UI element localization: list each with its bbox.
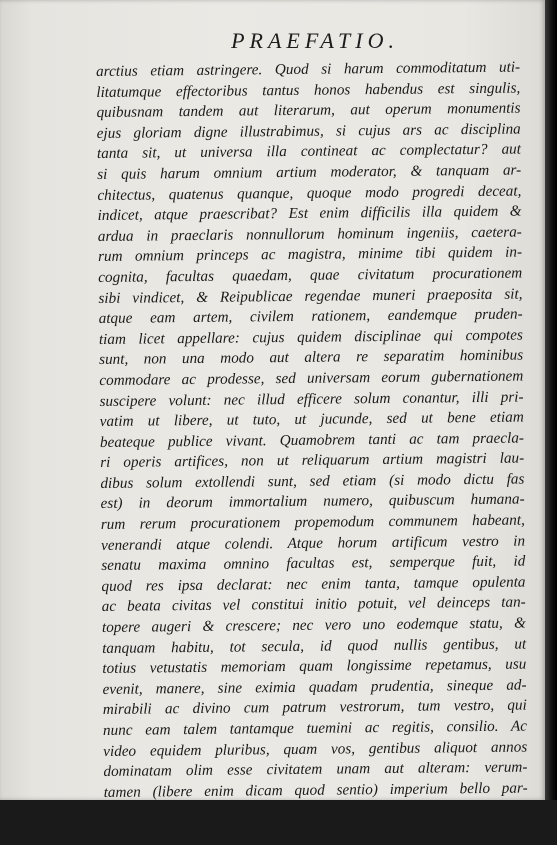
- text-line: ardua in praeclaris nonnullorum hominum ingeniis, caetera-: [97, 223, 522, 245]
- text-line: quod res ipsa declarat: nec enim tanta, tamque opulenta: [101, 573, 526, 595]
- text-line: totius vetustatis memoriam quam longissime repetamus, usu: [102, 655, 527, 678]
- text-line: ac beata civitas vel constitui initio potuit, vel deinceps tan-: [101, 593, 526, 616]
- text-line: ejus gloriam digne illustrabimus, si cujus ars ac disciplina: [96, 120, 521, 142]
- text-line: si quis harum omnium artium moderator, & tanquam ar-: [97, 161, 522, 183]
- text-line: rum omnium princeps ac magistra, minime tibi quidem in-: [97, 243, 523, 266]
- text-line: arctius etiam astringere. Quod si harum commoditatum uti-: [96, 58, 521, 80]
- text-line: tum saepe feritatem, saepe violentiam atque injustitiam, for-: [103, 799, 528, 822]
- text-line: cognita, facultas quaedam, quae civitatum procurationem: [98, 264, 523, 286]
- text-line: venerandi atque colendi. Atque horum artificum vestro in: [100, 532, 526, 554]
- text-line: ri operis artifices, non ut reliquarum artium magistri lau-: [100, 449, 525, 472]
- text-line: sibi vindicet, & Reipublicae regendae muneri praeposita sit,: [98, 285, 523, 307]
- catchword: tunae: [494, 820, 529, 838]
- text-line: chitectus, quatenus quanque, quoque modo progredi deceat,: [97, 182, 522, 204]
- text-line: tanquam habitu, tot secula, id quod nullis gentibus, ut: [102, 635, 527, 657]
- text-line: dibus solum extollendi sunt, sed etiam (si modo dictu fas: [100, 470, 525, 492]
- text-line: topere augeri & crescere; nec vero uno eodemque statu, &: [101, 614, 526, 636]
- text-line: indicet, atque praescribat? Est enim difficilis illa quidem &: [97, 202, 522, 225]
- text-line: suscipere volunt: nec illud efficere solum conantur, illi pri-: [99, 388, 524, 410]
- text-line: sunt, non una modo aut altera re separatim hominibus: [99, 346, 524, 369]
- text-line: video equidem pluribus, quam vos, gentibus aliquot annos: [103, 738, 528, 760]
- text-line: senatu maxima omnino facultas est, semperque fuit, id: [101, 552, 526, 575]
- text-line: vatim ut libere, ut tuto, ut jucunde, sed ut bene etiam: [99, 408, 524, 431]
- text-line: nunc eam talem tantamque tuemini ac regitis, consilio. Ac: [102, 717, 528, 739]
- text-line: tamen (libere enim dicam quod sentio) imperium bello par-: [103, 779, 528, 801]
- text-line: dominatam olim esse civitatem unam aut alteram: verum-: [103, 758, 528, 781]
- running-head: PRAEFATIO.: [231, 28, 399, 53]
- page-edge-shadow: [545, 0, 557, 800]
- text-line: evenit, manere, sine eximia quadam prudentia, sineque ad-: [102, 676, 527, 698]
- text-line: quibusnam tandem aut literarum, aut operum monumentis: [96, 99, 521, 122]
- text-line: litatumque effectoribus tantus honos habendus est singulis,: [96, 79, 521, 101]
- body-text: [96, 58, 528, 845]
- text-line: tiam licet appellare: cujus quidem disciplinae qui compotes: [98, 326, 523, 348]
- text-line: mirabili ac divino cum patrum vestrorum, tum vestro, qui: [102, 696, 527, 719]
- text-line: atque eam artem, civilem rationem, eandemque pruden-: [98, 305, 523, 328]
- text-line: tanta sit, ut universa illa contineat ac complectatur? aut: [96, 140, 522, 163]
- text-line: est) in deorum immortalium numero, quibuscum humana-: [100, 491, 525, 513]
- text-line: commodare ac prodesse, sed universam eorum gubernationem: [99, 367, 524, 389]
- text-line: beateque publice vivant. Quamobrem tanti ac tam praecla-: [99, 429, 525, 451]
- text-line: rum rerum procurationem propemodum communem habeant,: [100, 511, 525, 534]
